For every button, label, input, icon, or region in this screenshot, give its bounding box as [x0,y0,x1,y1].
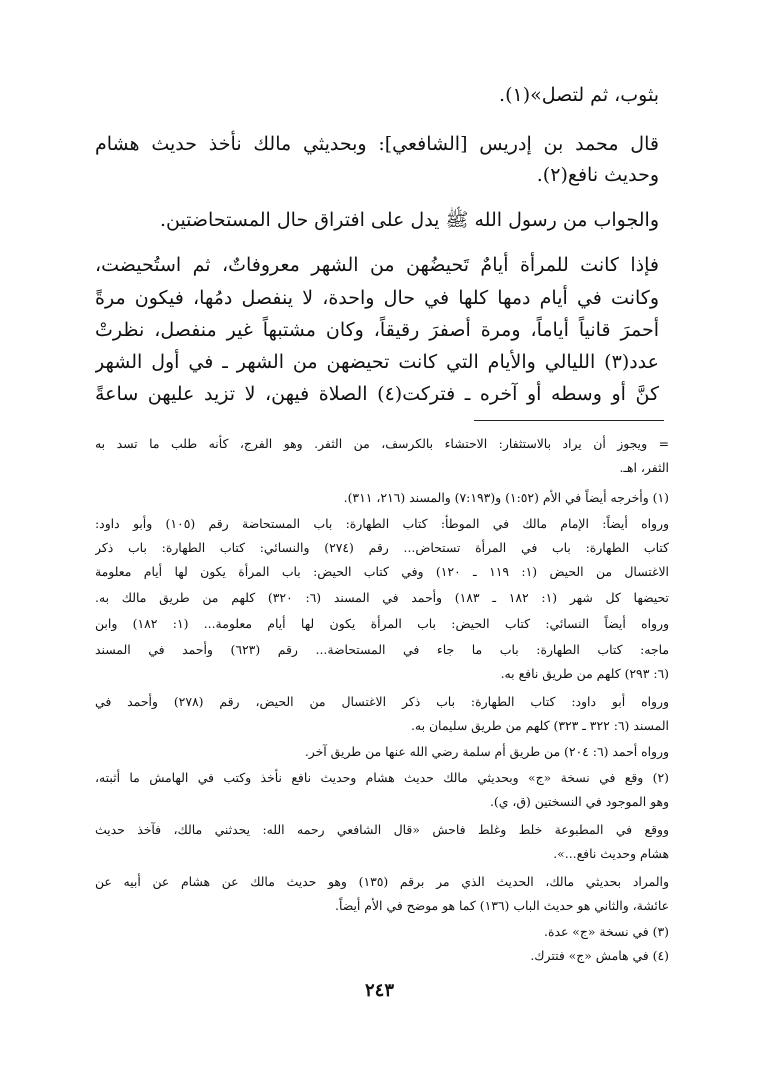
footnote-line: هشام وحديث نافع...». [553,846,669,861]
main-text-line: عدد(٣) الليالي والأيام التي كانت تحيضهن من الشهر ـ في أول الشهر [95,351,659,373]
footnote-line: (٢) وقع في نسخة «ج» وبحديثي مالك حديث هشام وحديث نافع نأخذ وكتب في الهامش ما أثبته، [95,770,669,785]
footnote-line: عائشة، والثاني هو حديث الباب (١٣٦) كما هو موضح في الأم أيضاً. [335,898,669,913]
footnote-line: ماجه: كتاب الطهارة: باب ما جاء في المستحاضة... رقم (٦٢٣) وأحمد في المسند [95,642,669,657]
footnote-separator [474,420,664,421]
footnote-line: كتاب الطهارة: باب في المرأة تستحاض... رقم (٢٧٤) والنسائي: كتاب الطهارة: باب ذكر [95,540,669,555]
footnote-line: ورواه أيضاً النسائي: كتاب الحيض: باب المرأة يكون لها أيام معلومة... (١: ١٨٢) وابن [95,616,669,631]
footnote-line: تحيضها كل شهر (١: ١٨٢ ـ ١٨٣) وأحمد في المسند (٦: ٣٢٠) كلهم من طريق مالك به. [95,590,669,605]
footnote-line: (٦: ٢٩٣) كلهم من طريق نافع به. [500,666,669,681]
footnote-line: = ويجوز أن يراد بالاستثفار: الاحتشاء بالكرسف، من الثفر. وهو الفرج، كأنه طلب ما تسد به [95,436,669,451]
main-text-line: فإذا كانت للمرأة أيامٌ تَحيضُهن من الشهر معروفاتٌ، ثم استُحيضت، [95,254,659,276]
main-text-line: والجواب من رسول الله ﷺ يدل على افتراق حال المستحاضتين. [159,209,659,231]
footnote-line: (٣) في نسخة «ج» عدة. [544,924,669,939]
main-text-line: كنَّ أو وسطه أو آخره ـ فتركت(٤) الصلاة فيهن، لا تزيد عليهن ساعةً [95,383,659,405]
footnote-line: الثفر، اهـ. [619,460,669,475]
footnote-line: الاغتسال من الحيض (١: ١١٩ ـ ١٢٠) وفي كتاب الحيض: باب المرأة يكون لها أيام معلومة [95,564,669,579]
footnote-line: ورواه أبو داود: كتاب الطهارة: باب ذكر الاغتسال من الحيض، رقم (٢٧٨) وأحمد في [95,694,669,709]
footnote-line: ورواه أيضاً: الإمام مالك في الموطأ: كتاب الطهارة: باب المستحاضة رقم (١٠٥) وأبو داود: [95,516,669,531]
footnote-line: ورواه أحمد (٦: ٢٠٤) من طريق أم سلمة رضي الله عنها من طريق آخر. [304,744,669,759]
footnote-line: والمراد بحديثي مالك، الحديث الذي مر برقم (١٣٥) وهو حديث مالك عن هشام عن أبيه عن [95,874,669,889]
main-text-line: أحمرَ قانياً أياماً، ومرة أصفرَ رقيقاً، وكان مشتبهاً غير منفصل، نظرتْ [95,319,659,341]
footnote-line: (١) وأخرجه أيضاً في الأم (١:٥٢) و(٧:١٩٣) والمسند (٢١٦، ٣١١). [343,490,669,505]
footnote-line: (٤) في هامش «ج» فتترك. [530,948,669,963]
page-number: ٢٤٣ [364,980,394,1001]
main-text-line: بثوب، ثم لتصل»(١). [499,84,659,106]
main-text-line: وحديث نافع(٢). [536,164,659,186]
main-text-line: قال محمد بن إدريس [الشافعي]: وبحديثي مالك نأخذ حديث هشام [95,133,659,155]
footnote-line: المسند (٦: ٣٢٢ ـ ٣٢٣) كلهم من طريق سليمان به. [410,718,669,733]
footnote-line: وهو الموجود في النسختين (ق، ي). [489,794,669,809]
footnote-line: ووقع في المطبوعة خلط وغلط فاحش «قال الشافعي رحمه الله: يحدثني مالك، فآخذ حديث [95,822,669,837]
main-text-line: وكانت في أيام دمها كلها في حال واحدة، لا ينفصل دمُها، فيكون مرةً [95,287,659,309]
